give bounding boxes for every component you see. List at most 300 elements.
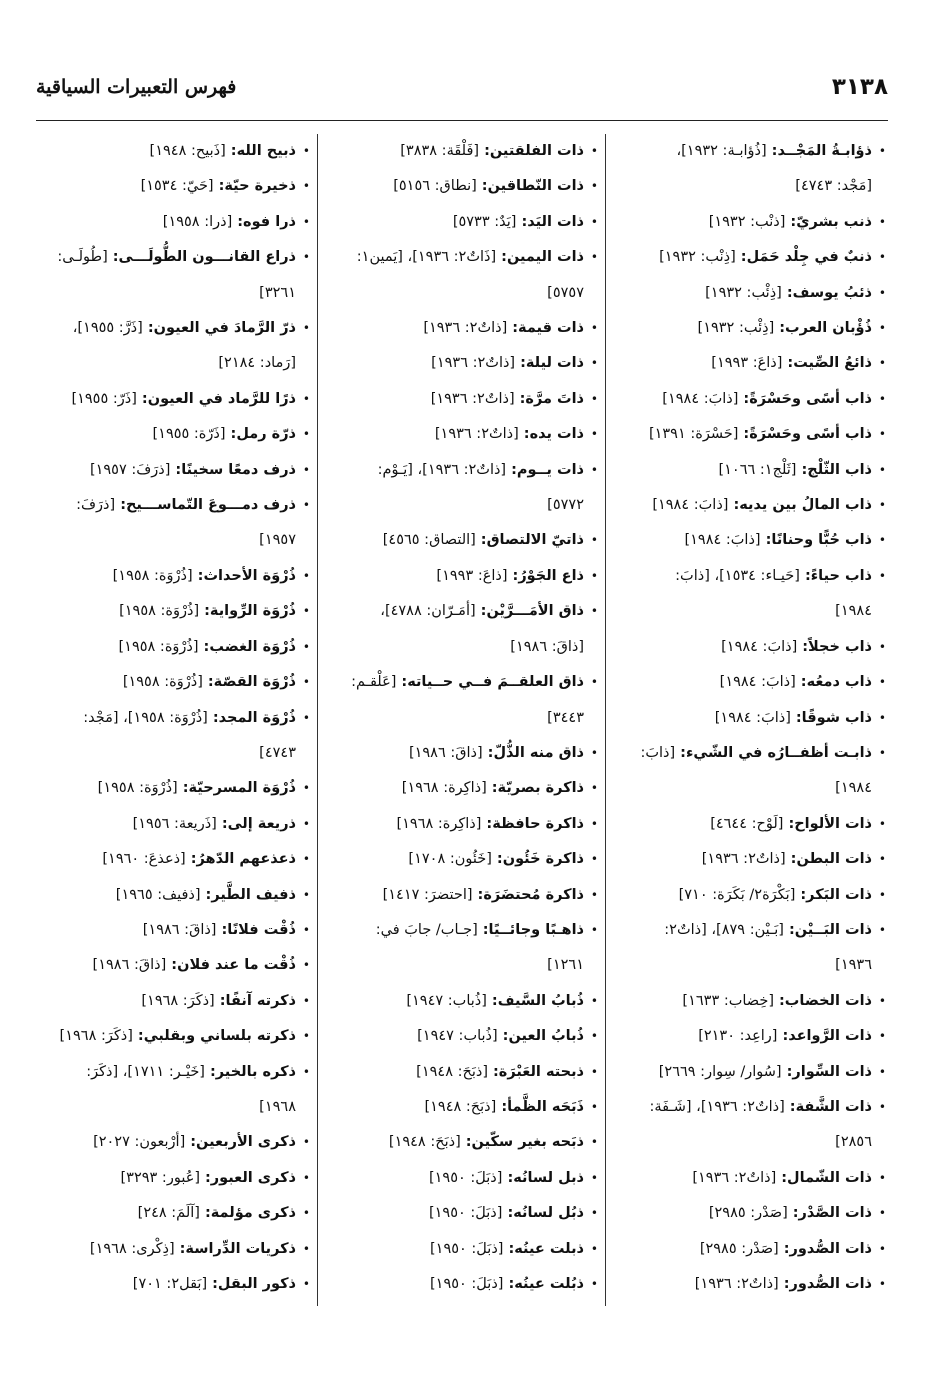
bullet-icon: • (878, 1064, 886, 1079)
entry-term: ذكرى الأربعين: (190, 1134, 296, 1151)
entry-term: ذبُلت عينُه: (508, 1276, 584, 1292)
entry-reference: [ذبَلَ: ١٩٥٠] (429, 1276, 504, 1292)
entry-reference: [خَيْـر: ١٧١١]، [ذكَرَ: (86, 1063, 205, 1080)
entry-reference: [ذابَ: ١٩٨٤] (719, 674, 796, 691)
entry-reference: [ذاقَ: ١٩٨٦] (408, 744, 483, 761)
column-divider (317, 134, 318, 1306)
entry-reference: [ذاتٌ٢: ١٩٣٦]، [شَـفَة: (649, 1098, 785, 1115)
entry-reference: [رَماد: ٢١٨٤] (218, 355, 296, 372)
bullet-icon: • (590, 816, 598, 831)
entry-reference: ١٢٦١] (547, 957, 584, 974)
bullet-icon: • (590, 604, 598, 619)
index-entry (616, 205, 886, 240)
entry-term: ذكريات الدِّراسة: (179, 1240, 296, 1257)
bullet-icon: • (302, 1170, 310, 1185)
entry-reference: [صَدْر: ٢٩٨٥] (708, 1205, 788, 1222)
bullet-icon: • (878, 144, 886, 158)
bullet-icon: • (590, 568, 598, 583)
entry-term: ذاق منه الذُّلّ: (487, 744, 584, 761)
entry-reference: [ذكَرَ: ١٩٦٨] (59, 1028, 133, 1045)
entry-reference: ٥٧٧٢] (547, 497, 584, 514)
entry-term: ذفيف الطَّير: (205, 886, 296, 903)
bullet-icon: • (302, 781, 310, 796)
entry-term: ذات الفلقتين: (484, 143, 584, 159)
entry-term: ذات الرَّواعد: (782, 1028, 872, 1045)
entry-reference: [سُوار/ سِوار: ٢٦٦٩] (658, 1063, 782, 1080)
entry-term: ذات البَكر: (800, 886, 872, 903)
entry-reference: [ذبَلَ: ١٩٥٠] (428, 1169, 503, 1186)
entry-reference: [ذرَفَ: (76, 497, 116, 514)
entry-reference: [احتضرَ: ١٤١٧] (382, 886, 473, 903)
bullet-icon: • (878, 498, 886, 513)
index-entry (40, 240, 310, 275)
entry-term: ذريعة إلى: (221, 815, 296, 832)
entry-reference: [ذنْب: ١٩٣٢] (708, 213, 786, 230)
entry-reference: [ذاكِرة: ١٩٦٨] (401, 780, 487, 797)
entry-term: ذاب المالُ بين يديه: (733, 497, 872, 514)
entry-term: ذنبٌ في جِلْد حَمَل: (740, 249, 872, 266)
entry-reference: [جـاب/ جابَ في: (375, 921, 478, 938)
entry-term: ذاكرة خَئُون: (496, 851, 584, 868)
bullet-icon: • (590, 356, 598, 371)
entry-reference: [ذاعَ: ١٩٩٣] (436, 567, 508, 584)
bullet-icon: • (302, 604, 310, 619)
index-entry (328, 382, 598, 417)
index-entry (328, 1161, 598, 1196)
entry-reference: [ذاتٌ٢: ١٩٣٦] (434, 426, 519, 443)
entry-reference: [أرْبعون: ٢٠٢٧] (93, 1134, 186, 1151)
entry-reference: [ذبَلَ: ١٩٥٠] (428, 1205, 503, 1222)
entry-term: ذكره بالخير: (209, 1063, 296, 1080)
entry-term: ذاب أسًى وحَسْرَةً: (743, 390, 872, 407)
entry-reference: [ذاتٌ٢: ١٩٣٦]، [يَـوْم: (377, 461, 507, 478)
bullet-icon: • (302, 498, 310, 513)
index-entry-continuation (328, 630, 598, 665)
entry-reference: [ذُرْوَة: ١٩٥٨] (97, 780, 178, 797)
index-entry (328, 1267, 598, 1302)
bullet-icon: • (878, 710, 886, 725)
entry-reference: ٣٤٤٣] (547, 709, 584, 726)
index-entry-continuation (40, 523, 310, 558)
index-column-left (40, 134, 310, 1304)
bullet-icon: • (878, 533, 886, 548)
entry-term: ذبل لسانُه: (507, 1169, 584, 1186)
index-entry-continuation (616, 1125, 886, 1160)
entry-reference: [ذبَحَ: ١٩٤٨] (388, 1134, 461, 1151)
index-entry (616, 630, 886, 665)
bullet-icon: • (878, 285, 886, 300)
entry-term: ذبُل لسانُه: (507, 1205, 584, 1222)
index-entry (40, 594, 310, 629)
index-entry (40, 382, 310, 417)
entry-reference: [يَدٌ: ٥٧٣٣] (452, 213, 517, 230)
index-entry-continuation (40, 1090, 310, 1125)
index-entry (616, 665, 886, 700)
index-entry (328, 1196, 598, 1231)
bullet-icon: • (590, 1064, 598, 1079)
entry-reference: [بَكْرَة٢/ بَكَرَة: ٧١٠] (678, 886, 796, 903)
entry-reference: [ذِئْب: ١٩٣٢] (697, 320, 775, 337)
bullet-icon: • (302, 1029, 310, 1044)
index-entry (616, 382, 886, 417)
index-entry (616, 346, 886, 381)
entry-term: ذات الشّمال: (781, 1169, 872, 1186)
bullet-icon: • (878, 427, 886, 442)
index-entry (328, 842, 598, 877)
index-entry (328, 665, 598, 700)
index-column-middle (328, 134, 598, 1304)
bullet-icon: • (878, 1099, 886, 1114)
header-divider (36, 120, 888, 121)
entry-reference: ٣٢٦١] (259, 284, 296, 301)
entry-term: ذات الألواح: (788, 815, 872, 832)
entry-reference: [ذَرّ: ١٩٥٥] (71, 390, 137, 407)
index-entry (616, 1055, 886, 1090)
index-entry (40, 948, 310, 983)
entry-term: ذعذعهم الدّهرُ: (190, 851, 296, 868)
bullet-icon: • (878, 321, 886, 336)
index-entry (40, 134, 310, 169)
index-entry-continuation (616, 771, 886, 806)
entry-reference: [ذَرّة: ١٩٥٥] (152, 426, 226, 443)
bullet-icon: • (302, 321, 310, 336)
entry-term: ذرا فوه: (237, 213, 296, 230)
index-entry (616, 488, 886, 523)
entry-term: ذاهـبًا وجائــيًا: (482, 921, 584, 938)
index-entry (40, 701, 310, 736)
index-entry (328, 559, 598, 594)
entry-reference: [ذاتٌ٢: ١٩٣٦] (430, 390, 515, 407)
entry-reference: [حَيـاء: ١٥٣٤]، [ذابَ: (675, 567, 800, 584)
index-entry (616, 913, 886, 948)
entry-term: ذات قيمة: (512, 320, 584, 337)
bullet-icon: • (878, 1241, 886, 1256)
index-entry-continuation (616, 594, 886, 629)
entry-reference: [ذاكِرة: ١٩٦٨] (396, 815, 482, 832)
entry-term: ذاب الثّلْج: (801, 461, 872, 478)
index-entry (616, 453, 886, 488)
entry-reference: ١٩٥٧] (259, 532, 296, 549)
index-entry (40, 630, 310, 665)
entry-term: ذئبُ يوسف: (786, 284, 872, 301)
entry-term: ذرف دمـــوعَ التّماســـيح: (120, 497, 296, 514)
entry-reference: [ذَريعة: ١٩٥٦] (132, 815, 217, 832)
index-entry-continuation (40, 346, 310, 381)
entry-term: ذات يــوم: (511, 461, 584, 478)
page-header (36, 70, 888, 114)
index-entry (328, 1090, 598, 1125)
bullet-icon: • (590, 781, 598, 796)
bullet-icon: • (878, 1029, 886, 1044)
index-entry (328, 736, 598, 771)
entry-reference: [ذُباب: ١٩٤٧] (406, 992, 487, 1009)
entry-reference: [عَلْقـم: (351, 674, 397, 691)
entry-term: ذرّة رمل: (230, 426, 296, 443)
bullet-icon: • (302, 1277, 310, 1291)
index-entry (616, 311, 886, 346)
entry-reference: [ذاتٌ٢: ١٩٣٦] (701, 851, 786, 868)
entry-term: ذكرى مؤلمة: (204, 1205, 296, 1222)
entry-reference: [ذاتٌ٢: ١٩٣٦] (423, 320, 508, 337)
column-divider (605, 134, 606, 1306)
entry-term: ذبلت عينُه: (508, 1240, 584, 1257)
index-entry (616, 736, 886, 771)
entry-reference: ٢٨٥٦] (835, 1134, 872, 1151)
entry-reference: [ذُرْوَة: ١٩٥٨] (122, 674, 203, 691)
bullet-icon: • (302, 816, 310, 831)
entry-term: ذبحته العَبْرَة: (493, 1063, 584, 1080)
index-entry (40, 169, 310, 204)
index-entry (328, 205, 598, 240)
index-entry-continuation (616, 948, 886, 983)
index-entry (328, 1125, 598, 1160)
index-entry (616, 807, 886, 842)
entry-reference: [ذابَ: (640, 744, 676, 761)
index-entry (328, 453, 598, 488)
bullet-icon: • (302, 958, 310, 973)
bullet-icon: • (302, 214, 310, 229)
bullet-icon: • (302, 675, 310, 690)
index-entry (40, 1267, 310, 1302)
index-entry (40, 1125, 310, 1160)
bullet-icon: • (302, 1135, 310, 1150)
index-entry (616, 276, 886, 311)
bullet-icon: • (878, 356, 886, 371)
entry-term: ذات الصَّدْر: (792, 1205, 872, 1222)
entry-reference: [ذعذعَ: ١٩٦٠] (102, 851, 186, 868)
entry-reference: ٥٧٥٧] (547, 284, 584, 301)
entry-reference: ١٩٣٦] (835, 957, 872, 974)
entry-term: ذاب خجلاً: (802, 638, 872, 655)
index-entry (328, 594, 598, 629)
entry-reference: [طُولَـى: (57, 249, 108, 266)
entry-term: ذكرته بلساني وبقلبي: (137, 1028, 296, 1045)
bullet-icon: • (302, 144, 310, 158)
index-entry (328, 771, 598, 806)
bullet-icon: • (302, 639, 310, 654)
bullet-icon: • (590, 462, 598, 477)
index-entry-continuation (328, 948, 598, 983)
entry-reference: [ذاتٌ٢: ١٩٣٦] (694, 1276, 779, 1292)
index-entry (616, 1090, 886, 1125)
entry-term: ذاتَ مرَّة: (519, 390, 584, 407)
entry-term: ذائعُ الصِّيت: (787, 355, 872, 372)
entry-term: ذُرْوَة الغضب: (203, 638, 296, 655)
entry-term: ذات ليلة: (520, 355, 584, 372)
index-entry (40, 665, 310, 700)
entry-term: ذُقْت ما عند فلان: (171, 957, 296, 974)
entry-reference: [مَجْد: ٤٧٤٣] (795, 178, 872, 195)
entry-reference: [بَـيْن: ٨٧٩]، [ذاتٌ٢: (664, 921, 784, 938)
index-entry (616, 1267, 886, 1302)
index-entry (40, 1196, 310, 1231)
entry-term: ذاب شوقًا: (795, 709, 872, 726)
entry-term: ذاكرة حافظة: (486, 815, 584, 832)
entry-term: ذات يده: (523, 426, 584, 443)
entry-reference: [ذاقَ: ١٩٨٦] (92, 957, 167, 974)
entry-term: ذكرته آنفًا: (219, 992, 296, 1009)
entry-reference: [أمَـرّان: ٤٧٨٨]، (380, 603, 476, 620)
index-entry (328, 134, 598, 169)
bullet-icon: • (302, 179, 310, 194)
index-entry (616, 1196, 886, 1231)
bullet-icon: • (302, 922, 310, 937)
entry-reference: [حَيّ: ١٥٣٤] (140, 178, 214, 195)
index-entry (40, 913, 310, 948)
bullet-icon: • (878, 852, 886, 867)
entry-term: ذُرْوَة الرِّواية: (204, 603, 296, 620)
bullet-icon: • (878, 250, 886, 265)
entry-reference: [ذبَلَ: ١٩٥٠] (429, 1240, 504, 1257)
bullet-icon: • (302, 993, 310, 1008)
bullet-icon: • (878, 1277, 886, 1291)
index-entry (328, 984, 598, 1019)
entry-reference: ١٩٨٤] (835, 603, 872, 620)
bullet-icon: • (302, 462, 310, 477)
entry-reference: [ذابَ: ١٩٨٤] (721, 638, 798, 655)
entry-term: ذرّ الرَّمادَ في العيون: (147, 320, 296, 337)
bullet-icon: • (590, 391, 598, 406)
entry-term: ذاق العلقــمَ فــي حــياته: (401, 674, 584, 691)
entry-reference: ٤٧٤٣] (259, 744, 296, 761)
entry-reference: [ذُباب: ١٩٤٧] (417, 1028, 498, 1045)
index-entry (40, 1019, 310, 1054)
index-entry-continuation (40, 736, 310, 771)
entry-reference: [ذُرْوَة: ١٩٥٨] (112, 567, 193, 584)
bullet-icon: • (302, 250, 310, 265)
entry-term: ذُبابُ العين: (502, 1028, 584, 1045)
entry-reference: [ذِئْب: ١٩٣٢] (705, 284, 782, 301)
entry-reference: [ذُرْوَة: ١٩٥٨] (118, 638, 199, 655)
index-entry (616, 842, 886, 877)
entry-term: ذرًا للرَّماد في العيون: (141, 390, 296, 407)
index-entry (328, 1019, 598, 1054)
entry-reference: [ذاقَ: ١٩٨٦] (142, 921, 217, 938)
bullet-icon: • (878, 887, 886, 902)
bullet-icon: • (878, 639, 886, 654)
bullet-icon: • (590, 1206, 598, 1221)
index-entry-continuation (328, 488, 598, 523)
entry-reference: [راعِد: ٢١٣٠] (698, 1028, 778, 1045)
entry-reference: [خَئُون: ١٧٠٨] (408, 851, 492, 868)
index-entry (40, 559, 310, 594)
index-entry (328, 913, 598, 948)
index-entry-continuation (40, 276, 310, 311)
index-entry (616, 134, 886, 169)
bullet-icon: • (302, 852, 310, 867)
entry-term: ذؤابـةُ المَجْــد: (771, 143, 872, 159)
bullet-icon: • (878, 816, 886, 831)
bullet-icon: • (878, 993, 886, 1008)
entry-term: ذات الشَّفة: (789, 1098, 872, 1115)
entry-term: ذُبابُ السَّيف: (491, 992, 584, 1009)
bullet-icon: • (878, 1170, 886, 1185)
entry-reference: [لَوْح: ٤٦٤٤] (710, 815, 784, 832)
bullet-icon: • (590, 852, 598, 867)
entry-reference: [نطاق: ٥١٥٦] (393, 178, 477, 195)
index-entry (616, 701, 886, 736)
index-entry (328, 417, 598, 452)
entry-term: ذُرْوَة القصّة: (207, 674, 296, 691)
entry-term: ذات اليمين: (501, 249, 584, 266)
index-entry (328, 240, 598, 275)
entry-reference: [ذفيف: ١٩٦٥] (115, 886, 201, 903)
bullet-icon: • (302, 427, 310, 442)
entry-term: ذُرْوَة المسرحيّة: (182, 780, 296, 797)
entry-term: ذرف دمعًا سخينًا: (175, 461, 296, 478)
entry-reference: [ذِنْب: ١٩٣٢] (659, 249, 736, 266)
entry-reference: [ذاتٌ٢: ١٩٣٦] (431, 355, 516, 372)
bullet-icon: • (878, 391, 886, 406)
entry-reference: [ذُرْوَة: ١٩٥٨] (119, 603, 200, 620)
entry-reference: [فَلْقَة: ٣٨٣٨] (400, 143, 480, 159)
bullet-icon: • (590, 745, 598, 760)
entry-term: ذُرْوَة المجد: (212, 709, 296, 726)
bullet-icon: • (878, 922, 886, 937)
index-entry (328, 523, 598, 558)
entry-term: ذات الصُّدور: (783, 1240, 872, 1257)
entry-reference: [ذبَحَ: ١٩٤٨] (416, 1063, 488, 1080)
index-entry (616, 417, 886, 452)
entry-term: ذاق الأمَـــرَّيْن: (480, 603, 584, 620)
entry-reference: [ذُرْوَة: ١٩٥٨]، [مَجْد: (83, 709, 208, 726)
entry-term: ذاب أسًى وحَسْرَةً: (743, 426, 872, 443)
entry-reference: [بَقل٢: ٧٠١] (132, 1276, 208, 1292)
entry-term: ذات الصُّدور: (783, 1276, 872, 1292)
entry-term: ذاب حياءً: (804, 567, 872, 584)
index-entry (328, 1055, 598, 1090)
bullet-icon: • (302, 1064, 310, 1079)
index-entry (40, 984, 310, 1019)
entry-reference: [ذاقَ: ١٩٨٦] (510, 638, 584, 655)
bullet-icon: • (590, 887, 598, 902)
entry-term: ذكور البقل: (212, 1276, 296, 1292)
bullet-icon: • (590, 250, 598, 265)
index-entry (40, 1161, 310, 1196)
entry-term: ذكرى العبور: (205, 1169, 296, 1186)
running-title: فهرس التعبيرات السياقية (36, 76, 237, 98)
page-number: ٣١٣٨ (831, 74, 888, 100)
entry-term: ذُؤْبان العرب: (779, 320, 872, 337)
entry-term: ذراع القانـــون الطُّولَـــى: (112, 249, 296, 266)
bullet-icon: • (302, 1206, 310, 1221)
entry-term: ذنب بشريّ: (790, 213, 872, 230)
index-columns (40, 134, 886, 1304)
entry-reference: [ذَبيح: ١٩٤٨] (149, 143, 226, 159)
entry-reference: ١٩٦٨] (259, 1098, 296, 1115)
index-entry (40, 1055, 310, 1090)
index-entry (40, 771, 310, 806)
entry-term: ذبيح الله: (230, 143, 296, 159)
bullet-icon: • (878, 675, 886, 690)
bullet-icon: • (302, 1241, 310, 1256)
entry-reference: [ذَاتٌ٢: ١٩٣٦]، [يَمين١: (356, 249, 497, 266)
index-entry (40, 807, 310, 842)
index-column-right (616, 134, 886, 1304)
entry-reference: [ذرَفَ: ١٩٥٧] (89, 461, 171, 478)
index-entry (616, 1161, 886, 1196)
bullet-icon: • (590, 427, 598, 442)
index-entry (616, 523, 886, 558)
entry-reference: [ثَلْج١: ١٠٦٦] (718, 461, 797, 478)
entry-reference: [ذابَ: ١٩٨٤] (662, 390, 739, 407)
entry-reference: [صَدْر: ٢٩٨٥] (699, 1240, 779, 1257)
entry-reference: [ذِكْرى: ١٩٦٨] (89, 1240, 175, 1257)
index-entry (616, 984, 886, 1019)
index-entry (616, 559, 886, 594)
entry-reference: [ذابَ: ١٩٨٤] (714, 709, 791, 726)
entry-term: ذاكرة بصريّة: (491, 780, 584, 797)
